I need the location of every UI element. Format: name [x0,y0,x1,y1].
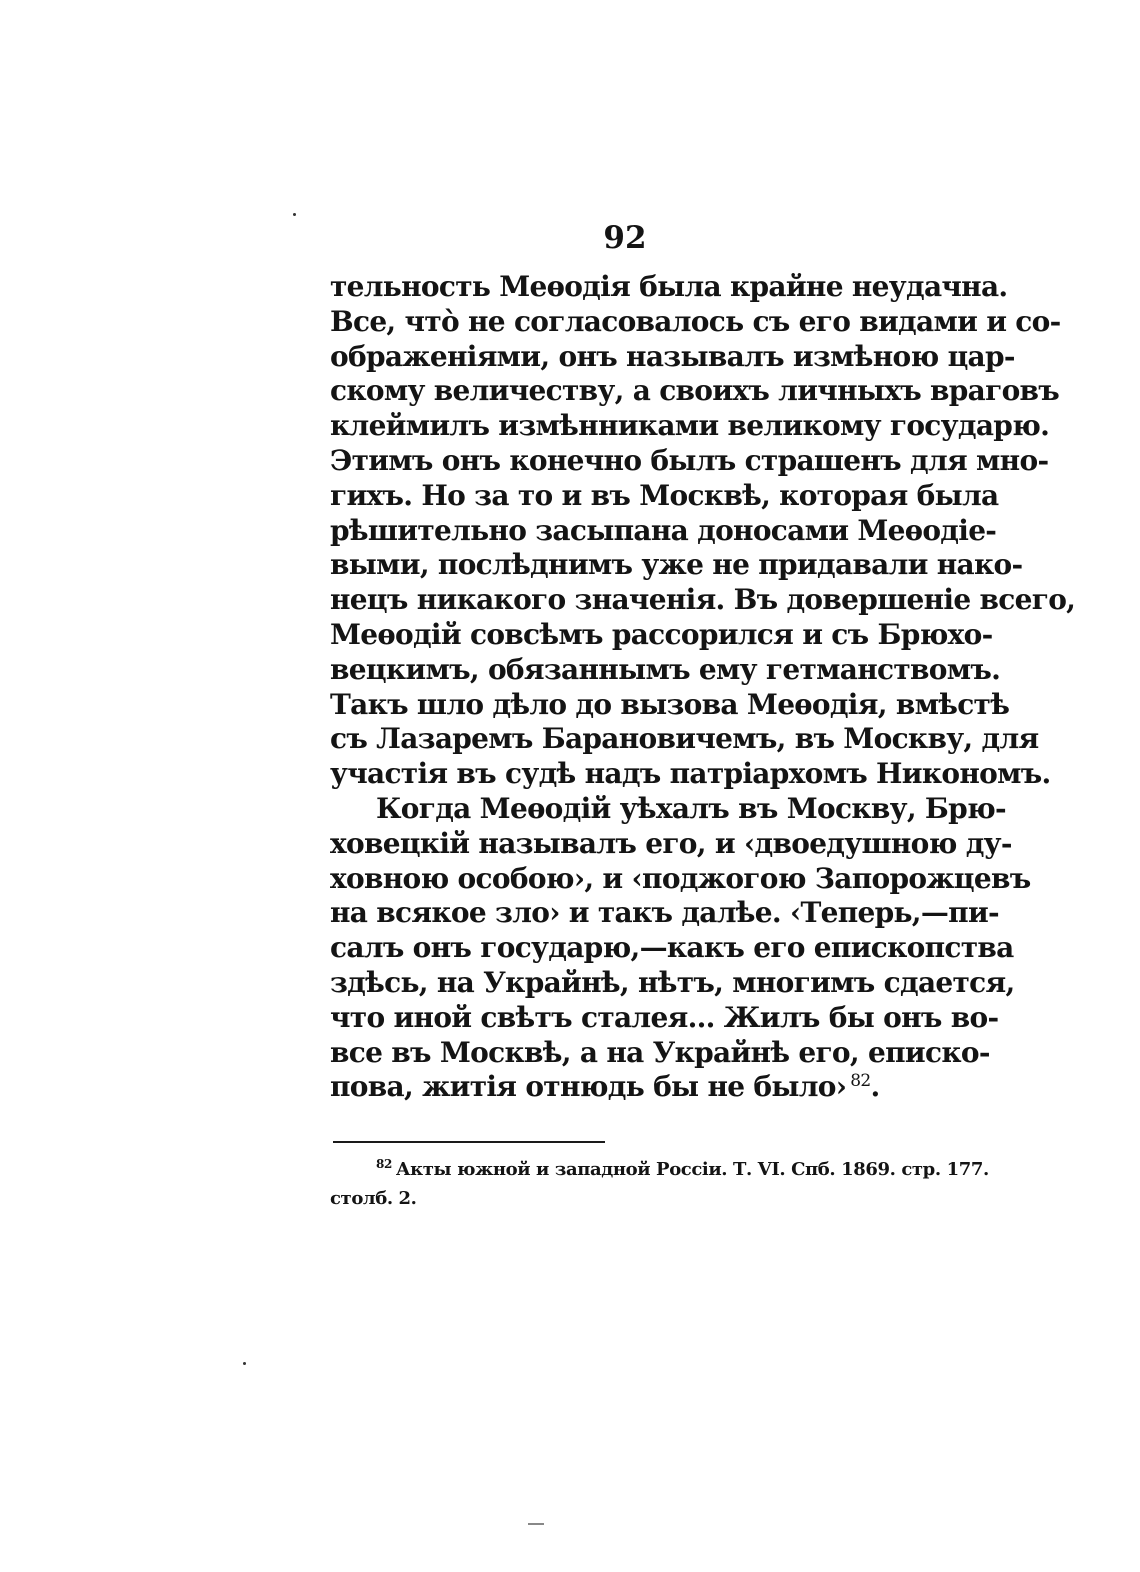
final-line-period: . [870,1070,880,1104]
footnote-line [330,1155,989,1184]
text-line: ображеніями, онъ называлъ измѣною цар- [330,339,1015,373]
text-line: Все, чтò не согласовалось съ его видами и со- [330,304,1061,338]
text-line: вецкимъ, обязаннымъ ему гетманствомъ. [330,652,1001,686]
footnote-text: Акты южной и западной Россіи. Т. VI. Спб. 1869. стр. 177. [395,1159,989,1180]
text-line: что иной свѣтъ сталея... Жилъ бы онъ во- [330,1000,999,1034]
footnote-number: 82 [376,1157,392,1171]
scan-speck [243,1362,246,1365]
scan-speck [293,213,296,216]
text-line: Меѳодій совсѣмъ рассорился и съ Брюхо- [330,617,993,651]
footnote [330,1155,989,1213]
text-line: съ Лазаремъ Барановичемъ, въ Москву, для [330,722,1039,756]
text-line: ховецкій называлъ его, и ‹двоедушною ду- [330,826,1012,860]
text-line-final [330,1070,926,1105]
text-line: нецъ никакого значенія. Въ довершеніе всего, [330,583,1076,617]
text-line: Когда Меѳодій уѣхалъ въ Москву, Брю- [376,791,1006,825]
final-line-text: пова, житія отнюдь бы не было› [330,1070,847,1104]
text-line: на всякое зло› и такъ далѣе. ‹Теперь,—пи- [330,896,999,930]
text-line: гихъ. Но за то и въ Москвѣ, которая была [330,478,999,512]
scan-mark [528,1523,544,1525]
text-line: клеймилъ измѣнниками великому государю. [330,409,1050,443]
text-line: все въ Москвѣ, а на Украйнѣ его, еписко- [330,1035,990,1069]
text-line: Этимъ онъ конечно былъ страшенъ для мно- [330,443,1049,477]
text-line: тельность Меѳодія была крайне неудачна. [330,270,1008,303]
body-text [330,270,1076,1105]
text-line: выми, послѣднимъ уже не придавали нако- [330,548,1023,582]
page-number: 92 [603,220,647,256]
text-line: здѣсь, на Украйнѣ, нѣтъ, многимъ сдается, [330,965,1015,999]
footnote-separator [333,1141,605,1143]
footnote-line: столб. 2. [330,1188,417,1209]
text-line: рѣшительно засыпана доносами Меѳодіе- [330,513,997,547]
text-line: скому величеству, а своихъ личныхъ враговъ [330,374,1060,408]
text-line: ховною особою›, и ‹поджогою Запорожцевъ [330,861,1031,895]
text-line: Такъ шло дѣло до вызова Меѳодія, вмѣстѣ [330,687,1010,721]
text-line: салъ онъ государю,—какъ его епископства [330,931,1014,965]
footnote-reference[interactable]: 82 [850,1071,871,1091]
text-line: участія въ судѣ надъ патріархомъ Никономъ. [330,757,1051,791]
